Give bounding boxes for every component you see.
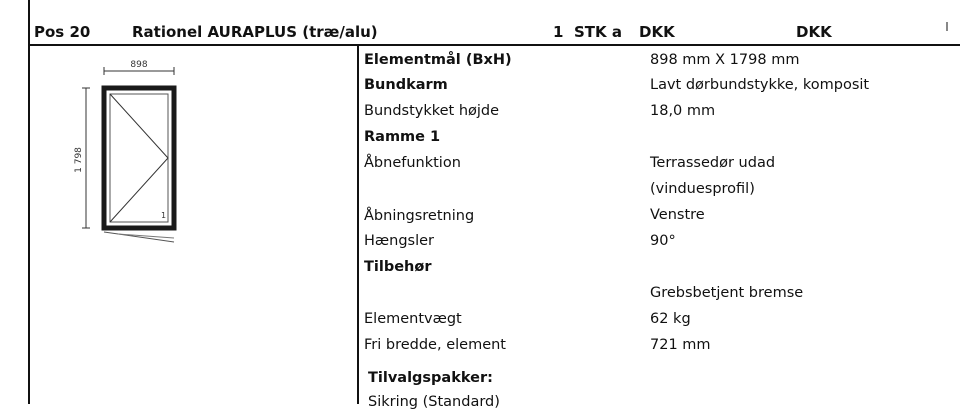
spec-label-ramme: Ramme 1 [364, 129, 441, 145]
spec-value-aabnefunktion-cont: (vinduesprofil) [650, 181, 755, 197]
header-underline [28, 44, 960, 46]
left-border [28, 0, 30, 404]
spec-value-bundstykket: 18,0 mm [650, 103, 716, 119]
column-divider [357, 46, 359, 404]
width-dimension-label: 898 [130, 60, 148, 70]
spec-label-haengsler: Hængsler [364, 233, 435, 249]
product-name: Rationel AURAPLUS (træ/alu) [132, 23, 378, 41]
spec-value-haengsler: 90° [650, 233, 676, 249]
unit-label: STK a [574, 23, 623, 41]
spec-label-aabnefunktion: Åbnefunktion [364, 155, 461, 171]
height-dimension-label: 1 798 [74, 147, 84, 173]
spec-label-tilvalgspakker: Tilvalgspakker: [368, 370, 493, 386]
quantity: 1 [553, 23, 564, 41]
header-tick-mark [946, 22, 948, 31]
spec-value-aabnefunktion: Terrassedør udad [650, 155, 776, 171]
spec-value-fri-bredde: 721 mm [650, 337, 711, 353]
spec-label-elementmaal: Elementmål (BxH) [364, 52, 512, 68]
currency-unit-price: DKK [639, 23, 675, 41]
spec-value-bundkarm: Lavt dørbundstykke, komposit [650, 77, 870, 93]
spec-value-tilbehoer: Grebsbetjent bremse [650, 285, 804, 301]
spec-value-elementvaegt: 62 kg [650, 311, 691, 327]
spec-label-elementvaegt: Elementvægt [364, 311, 462, 327]
door-frame [104, 88, 174, 228]
position-number: Pos 20 [34, 23, 91, 41]
spec-value-elementmaal: 898 mm X 1798 mm [650, 52, 800, 68]
door-drawing [60, 56, 220, 256]
spec-label-tilbehoer: Tilbehør [364, 259, 432, 275]
spec-value-aabningsretning: Venstre [650, 207, 705, 223]
spec-label-bundstykket: Bundstykket højde [364, 103, 500, 119]
spec-label-fri-bredde: Fri bredde, element [364, 337, 506, 353]
spec-label-bundkarm: Bundkarm [364, 77, 448, 93]
currency-total-price: DKK [796, 23, 832, 41]
spec-label-aabningsretning: Åbningsretning [364, 208, 475, 224]
hinge-marker: 1 [161, 211, 167, 220]
spec-label-sikring: Sikring (Standard) [368, 394, 500, 410]
